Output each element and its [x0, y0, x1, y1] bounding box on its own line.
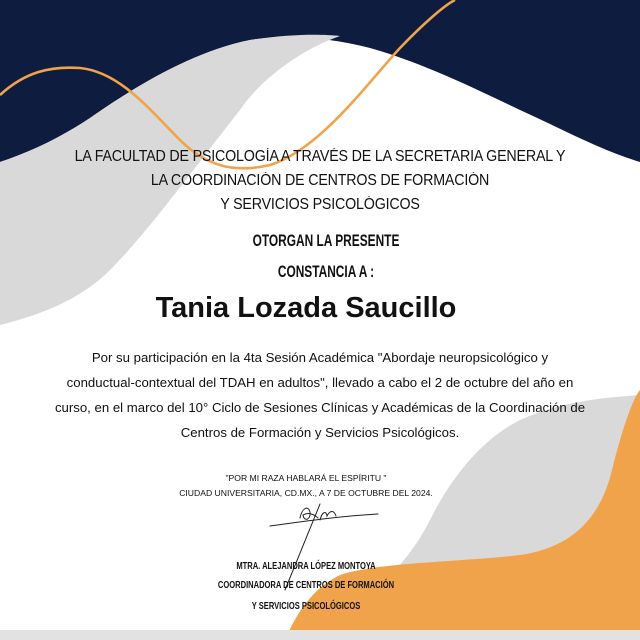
signer-title-line-1: COORDINADORA DE CENTROS DE FORMACIÓN — [217, 579, 395, 591]
place-date: CIUDAD UNIVERSITARIA, CD.MX., A 7 DE OCTUBRE DEL 2024. — [179, 488, 433, 498]
motto: "POR MI RAZA HABLARÁ EL ESPÍRITU " — [225, 473, 387, 483]
institution-line-3: Y SERVICIOS PSICOLÓGICOS — [220, 196, 420, 213]
institution-line-1: LA FACULTAD DE PSICOLOGÍA A TRAVÉS DE LA SECRETARIA GENERAL Y — [74, 148, 566, 165]
bottom-strip — [0, 630, 640, 640]
description-line-2: conductual-contextual del TDAH en adultos", llevado a cabo el 2 de octubre del año en — [66, 375, 574, 390]
description-line-3: curso, en el marco del 10° Ciclo de Sesiones Clínicas y Académicas de la Coordinación de — [54, 400, 586, 415]
description-line-1: Por su participación en la 4ta Sesión Académica "Abordaje neuropsicológico y — [91, 350, 549, 365]
institution-line-2: LA COORDINACIÓN DE CENTROS DE FORMACIÓN — [150, 172, 490, 189]
award-line-2: CONSTANCIA A : — [277, 262, 375, 281]
recipient-name: Tania Lozada Saucillo — [155, 292, 457, 324]
signer-title-line-2: Y SERVICIOS PSICOLÓGICOS — [251, 600, 361, 612]
signer-name: MTRA. ALEJANDRA LÓPEZ MONTOYA — [236, 560, 376, 572]
description-line-4: Centros de Formación y Servicios Psicológicos. — [180, 425, 460, 440]
award-line-1: OTORGAN LA PRESENTE — [252, 231, 400, 250]
